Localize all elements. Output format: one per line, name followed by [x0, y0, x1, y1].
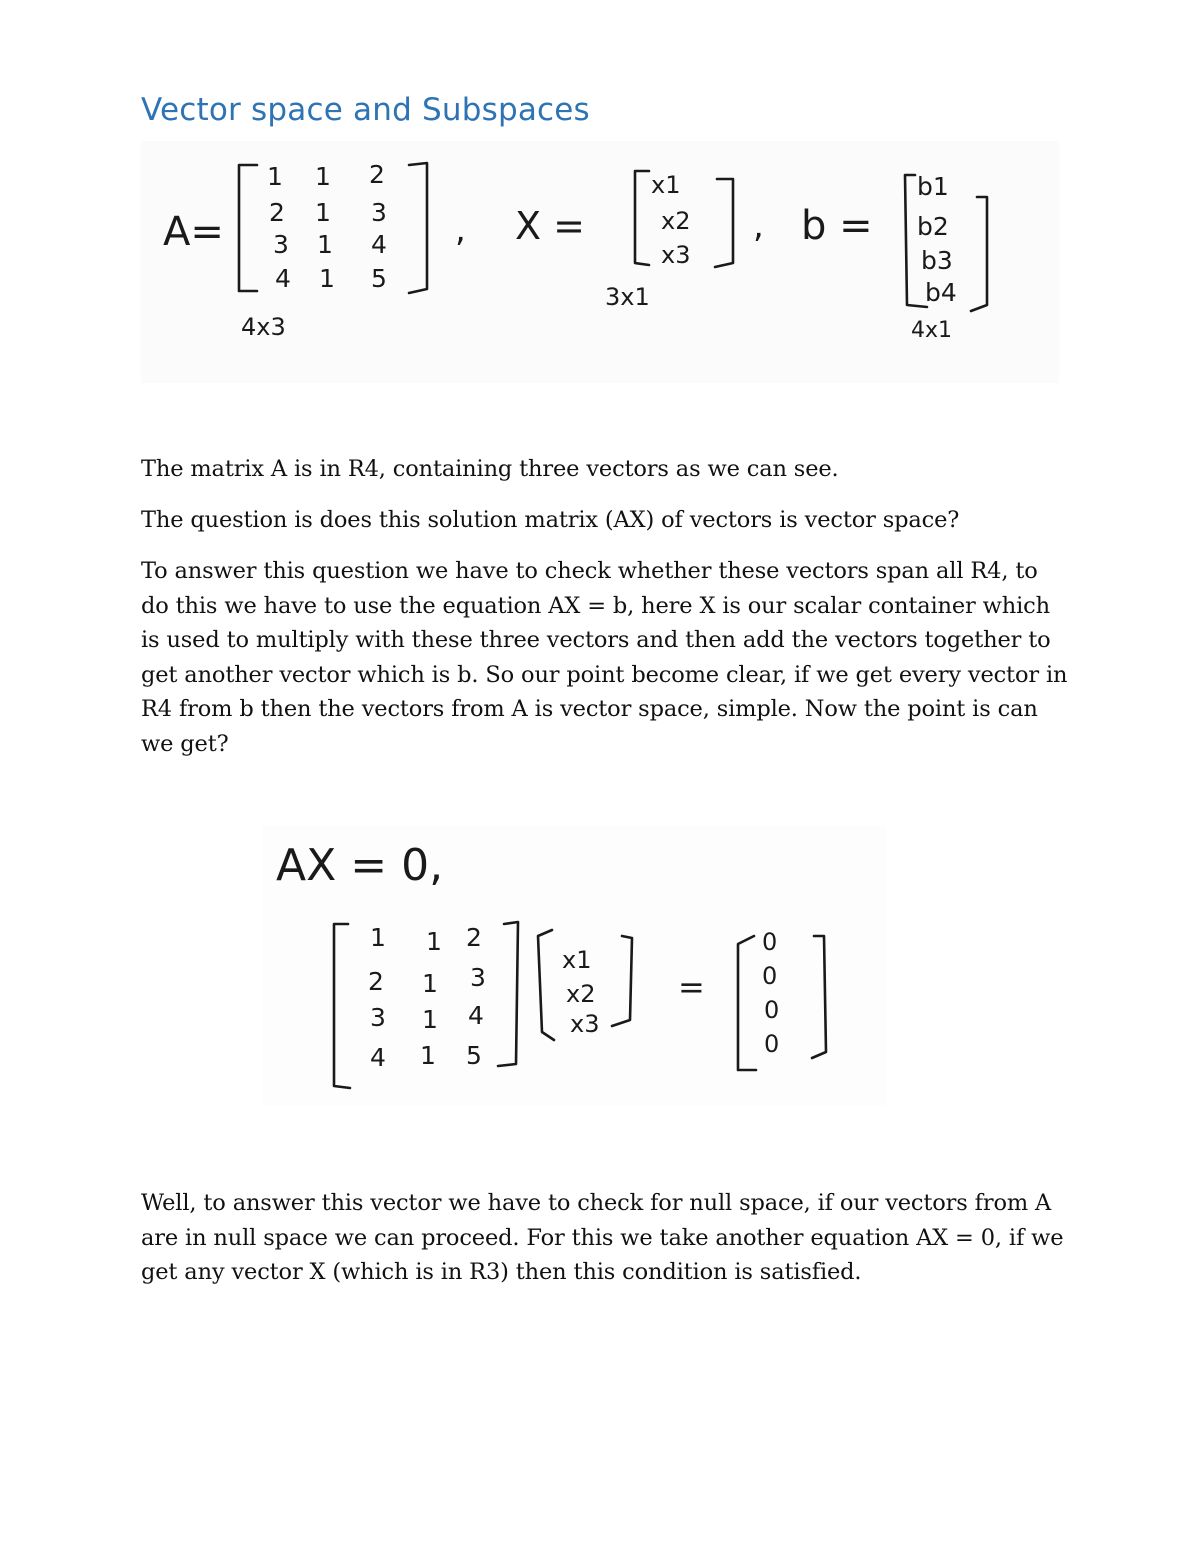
a-entry: 1 — [267, 162, 283, 191]
matrix-x-label: X = — [515, 204, 585, 248]
matrix-x-bracket-right — [715, 179, 733, 267]
x-entry: x3 — [570, 1010, 600, 1038]
matrix-a-bracket-right — [498, 922, 518, 1066]
matrix-zero-bracket-right — [812, 936, 826, 1058]
matrix-a-dimension: 4x3 — [241, 313, 286, 341]
a-entry: 3 — [370, 1003, 386, 1032]
a-entry: 1 — [426, 927, 442, 956]
paragraph-span-explanation: To answer this question we have to check whether these vectors span all R4, to do this we have to use the equation AX = b, here X is our scalar container which is used to multiply with these three vectors and then add the vectors together to get another vector which is b. So our point become clear, if we get every vector in R4 from b then the vectors from A is vector space, simple. Now the point is can we get? — [141, 558, 1068, 757]
x-entry: x2 — [566, 980, 596, 1008]
matrix-a-label: A= — [163, 209, 224, 255]
matrix-a-bracket-left — [239, 165, 257, 291]
b-entry: b2 — [917, 212, 949, 241]
separator-comma: , — [455, 210, 466, 250]
a-entry: 3 — [371, 198, 387, 227]
paragraph-question: The question is does this solution matrix (AX) of vectors is vector space? — [141, 507, 960, 533]
separator-comma: , — [753, 206, 764, 246]
a-entry: 1 — [370, 923, 386, 952]
a-entry: 5 — [371, 264, 387, 293]
matrix-x-bracket-left — [538, 930, 554, 1040]
a-entry: 2 — [369, 160, 385, 189]
x-entry: x1 — [562, 946, 592, 974]
equation-label: AX = 0, — [276, 840, 444, 891]
a-entry: 2 — [368, 967, 384, 996]
x-entry: x2 — [661, 207, 691, 235]
a-entry: 5 — [466, 1041, 482, 1070]
a-entry: 4 — [370, 1043, 386, 1072]
matrix-x-dimension: 3x1 — [605, 283, 650, 311]
a-entry: 1 — [317, 230, 333, 259]
a-entry: 4 — [371, 230, 387, 259]
a-entry: 4 — [275, 264, 291, 293]
matrix-b-bracket-right — [971, 197, 987, 311]
a-entry: 3 — [470, 963, 486, 992]
zero-entry: 0 — [764, 996, 780, 1024]
matrix-b-dimension: 4x1 — [911, 318, 953, 343]
a-entry: 1 — [420, 1041, 436, 1070]
b-entry: b3 — [921, 246, 953, 275]
x-entry: x1 — [651, 171, 681, 199]
paragraph-null-space: Well, to answer this vector we have to check for null space, if our vectors from A are in null space we can proceed. For this we take another equation AX = 0, if we get any vector X (which is in R3) then this condition is satisfied. — [141, 1190, 1064, 1286]
a-entry: 1 — [315, 198, 331, 227]
a-entry: 4 — [468, 1001, 484, 1030]
zero-entry: 0 — [762, 962, 778, 990]
zero-entry: 0 — [764, 1030, 780, 1058]
b-entry: b4 — [925, 278, 957, 307]
matrix-a-bracket-left — [334, 924, 350, 1088]
handwritten-null-space-figure — [262, 826, 886, 1106]
a-entry: 3 — [273, 230, 289, 259]
matrix-x-bracket-right — [612, 936, 632, 1026]
a-entry: 2 — [466, 923, 482, 952]
a-entry: 1 — [422, 969, 438, 998]
paragraph-matrix-in-r4: The matrix A is in R4, containing three vectors as we can see. — [141, 456, 839, 482]
a-entry: 1 — [422, 1005, 438, 1034]
matrices-svg — [141, 141, 1059, 383]
matrix-a-bracket-right — [409, 163, 427, 293]
a-entry: 2 — [269, 198, 285, 227]
page-title: Vector space and Subspaces — [141, 92, 590, 128]
a-entry: 1 — [315, 162, 331, 191]
matrix-zero-bracket-left — [738, 936, 756, 1070]
x-entry: x3 — [661, 241, 691, 269]
zero-entry: 0 — [762, 928, 778, 956]
matrix-x-bracket-left — [635, 171, 649, 265]
matrix-b-label: b = — [801, 203, 873, 249]
handwritten-matrices-figure — [141, 141, 1059, 383]
null-space-svg — [262, 826, 886, 1106]
b-entry: b1 — [917, 172, 949, 201]
equals-sign: = — [678, 968, 705, 1006]
a-entry: 1 — [319, 264, 335, 293]
